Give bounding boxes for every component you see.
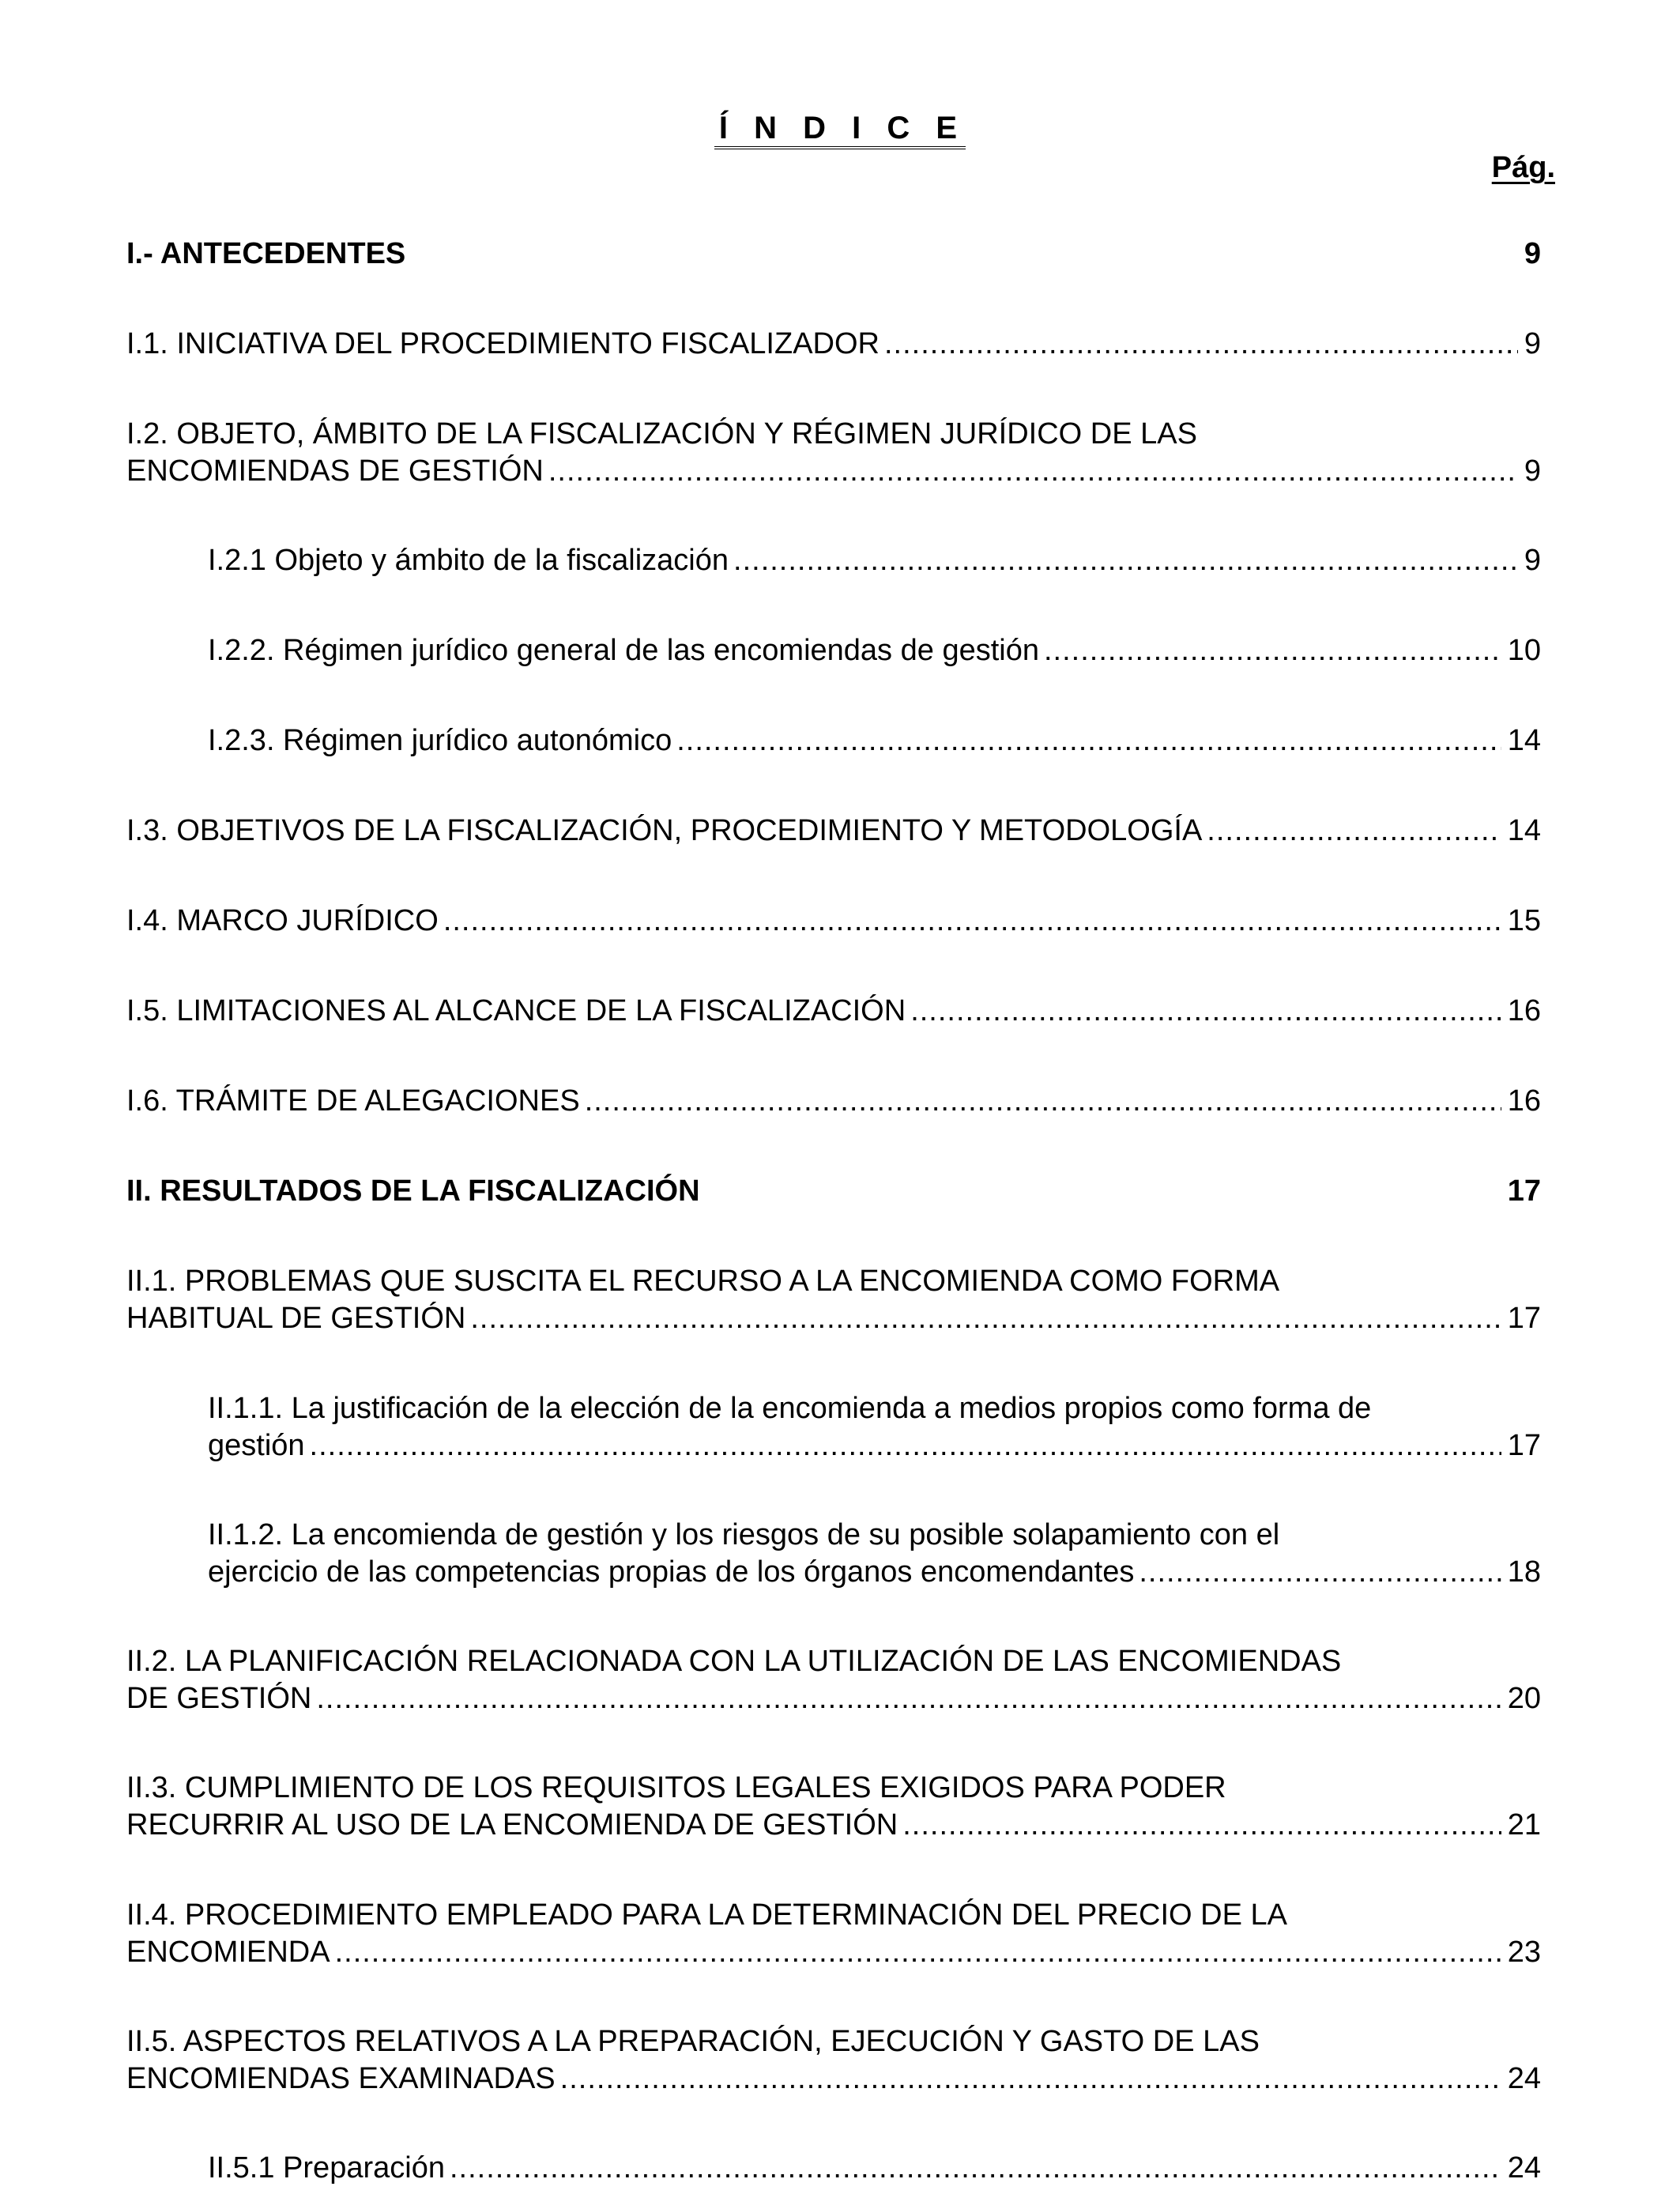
toc-entry-page: 15 — [1507, 904, 1541, 937]
toc-entry-1-5[interactable] — [126, 993, 1541, 1030]
toc-entry-1-2[interactable] — [126, 416, 1541, 490]
toc-entry-page: 24 — [1507, 2062, 1541, 2095]
toc-entry-page: 9 — [1524, 327, 1541, 360]
toc-entry-label: I.- ANTECEDENTES — [126, 237, 406, 270]
toc-entry-section-1[interactable] — [126, 236, 1541, 273]
toc-entry-label: I.1. INICIATIVA DEL PROCEDIMIENTO FISCALIZADOR — [126, 327, 880, 360]
toc-entry-2-1-2[interactable] — [208, 1517, 1541, 1591]
toc-entry-1-6[interactable] — [126, 1083, 1541, 1120]
toc-entry-section-2[interactable] — [126, 1173, 1541, 1210]
dot-leader — [548, 453, 1518, 490]
toc-entry-label: II.5.1 Preparación — [208, 2151, 445, 2185]
toc-entry-page: 18 — [1507, 1555, 1541, 1589]
toc-entry-page: 14 — [1507, 814, 1541, 847]
dot-leader — [443, 903, 1501, 940]
toc-entry-page: 17 — [1507, 1429, 1541, 1462]
toc-entry-label-line: II.4. PROCEDIMIENTO EMPLEADO PARA LA DETERMINACIÓN DEL PRECIO DE LA — [126, 1898, 1287, 1932]
toc-entry-page: 9 — [1524, 454, 1541, 488]
toc-entry-page: 21 — [1507, 1808, 1541, 1842]
toc-entry-2-3[interactable] — [126, 1770, 1541, 1844]
toc-entry-2-4[interactable] — [126, 1897, 1541, 1971]
toc-entry-2-1[interactable] — [126, 1263, 1541, 1337]
toc-entry-1-3[interactable] — [126, 812, 1541, 850]
dot-leader — [1044, 632, 1501, 669]
toc-title-text: Í N D I C E — [714, 110, 966, 149]
page-column-header — [1475, 149, 1555, 186]
toc-entry-label-line: II.3. CUMPLIMIENTO DE LOS REQUISITOS LEGALES EXIGIDOS PARA PODER — [126, 1771, 1226, 1804]
toc-entry-label: ENCOMIENDA — [126, 1936, 330, 1969]
toc-entry-label: gestión — [208, 1429, 305, 1462]
dot-leader — [733, 542, 1518, 579]
toc-entry-label-line: I.2. OBJETO, ÁMBITO DE LA FISCALIZACIÓN Y RÉGIMEN JURÍDICO DE LAS — [126, 417, 1197, 450]
toc-entry-label: I.2.1 Objeto y ámbito de la fiscalización — [208, 544, 729, 577]
dot-leader — [884, 326, 1518, 363]
toc-entry-2-5[interactable] — [126, 2023, 1541, 2098]
toc-entry-label: II. RESULTADOS DE LA FISCALIZACIÓN — [126, 1174, 700, 1208]
toc-entry-1-1[interactable] — [126, 326, 1541, 363]
toc-entry-page: 23 — [1507, 1936, 1541, 1969]
dot-leader — [910, 993, 1501, 1030]
toc-entry-page: 24 — [1507, 2151, 1541, 2185]
dot-leader — [1207, 812, 1501, 850]
toc-entry-label: I.2.3. Régimen jurídico autonómico — [208, 724, 672, 757]
toc-entry-2-2[interactable] — [126, 1643, 1541, 1717]
toc-entry-1-4[interactable] — [126, 903, 1541, 940]
toc-entry-page: 17 — [1507, 1302, 1541, 1335]
toc-entry-label-line: II.1. PROBLEMAS QUE SUSCITA EL RECURSO A LA ENCOMIENDA COMO FORMA — [126, 1265, 1280, 1298]
toc-entry-label-line: II.1.1. La justificación de la elección de la encomienda a medios propios como forma de — [208, 1392, 1372, 1425]
dot-leader — [902, 1807, 1501, 1844]
page-column-header-text: Pág. — [1491, 151, 1555, 184]
toc-entry-label: HABITUAL DE GESTIÓN — [126, 1302, 466, 1335]
dot-leader — [560, 2060, 1501, 2098]
toc-entry-page: 10 — [1507, 634, 1541, 667]
dot-leader — [1139, 1554, 1501, 1591]
toc-entry-page: 16 — [1507, 994, 1541, 1027]
toc-entry-label: ejercicio de las competencias propias de los órganos encomendantes — [208, 1555, 1135, 1589]
toc-entry-label-line: II.5. ASPECTOS RELATIVOS A LA PREPARACIÓN, EJECUCIÓN Y GASTO DE LAS — [126, 2025, 1260, 2058]
toc-entry-label: I.5. LIMITACIONES AL ALCANCE DE LA FISCALIZACIÓN — [126, 994, 906, 1027]
toc-entry-label: I.6. TRÁMITE DE ALEGACIONES — [126, 1084, 580, 1118]
toc-entry-label: I.3. OBJETIVOS DE LA FISCALIZACIÓN, PROCEDIMIENTO Y METODOLOGÍA — [126, 814, 1203, 847]
toc-entry-2-1-1[interactable] — [208, 1390, 1541, 1465]
toc-entry-page: 14 — [1507, 724, 1541, 757]
toc-entry-page: 9 — [1524, 544, 1541, 577]
toc-entry-1-2-2[interactable] — [208, 632, 1541, 669]
toc-entry-1-2-3[interactable] — [208, 722, 1541, 760]
toc-entry-label-line: II.2. LA PLANIFICACIÓN RELACIONADA CON LA UTILIZACIÓN DE LAS ENCOMIENDAS — [126, 1645, 1342, 1678]
dot-leader — [450, 2150, 1501, 2187]
dot-leader — [585, 1083, 1501, 1120]
dot-leader — [310, 1427, 1501, 1465]
dot-leader — [335, 1934, 1501, 1971]
toc-entry-label: ENCOMIENDAS EXAMINADAS — [126, 2062, 556, 2095]
toc-entry-page: 16 — [1507, 1084, 1541, 1118]
toc-entry-label: DE GESTIÓN — [126, 1682, 312, 1715]
dot-leader — [316, 1680, 1501, 1717]
toc-entry-page: 17 — [1507, 1174, 1541, 1208]
dot-leader — [676, 722, 1501, 760]
toc-entry-label: I.4. MARCO JURÍDICO — [126, 904, 439, 937]
toc-entry-1-2-1[interactable] — [208, 542, 1541, 579]
toc-entry-2-5-1[interactable] — [208, 2150, 1541, 2187]
dot-leader — [470, 1300, 1501, 1337]
toc-title — [0, 109, 1680, 149]
toc-entry-page: 9 — [1524, 237, 1541, 270]
toc-entry-label: I.2.2. Régimen jurídico general de las encomiendas de gestión — [208, 634, 1039, 667]
toc-entry-label-line: II.1.2. La encomienda de gestión y los riesgos de su posible solapamiento con el — [208, 1518, 1280, 1551]
toc-entry-page: 20 — [1507, 1682, 1541, 1715]
toc-entry-label: RECURRIR AL USO DE LA ENCOMIENDA DE GESTIÓN — [126, 1808, 898, 1842]
toc-entry-label: ENCOMIENDAS DE GESTIÓN — [126, 454, 544, 488]
